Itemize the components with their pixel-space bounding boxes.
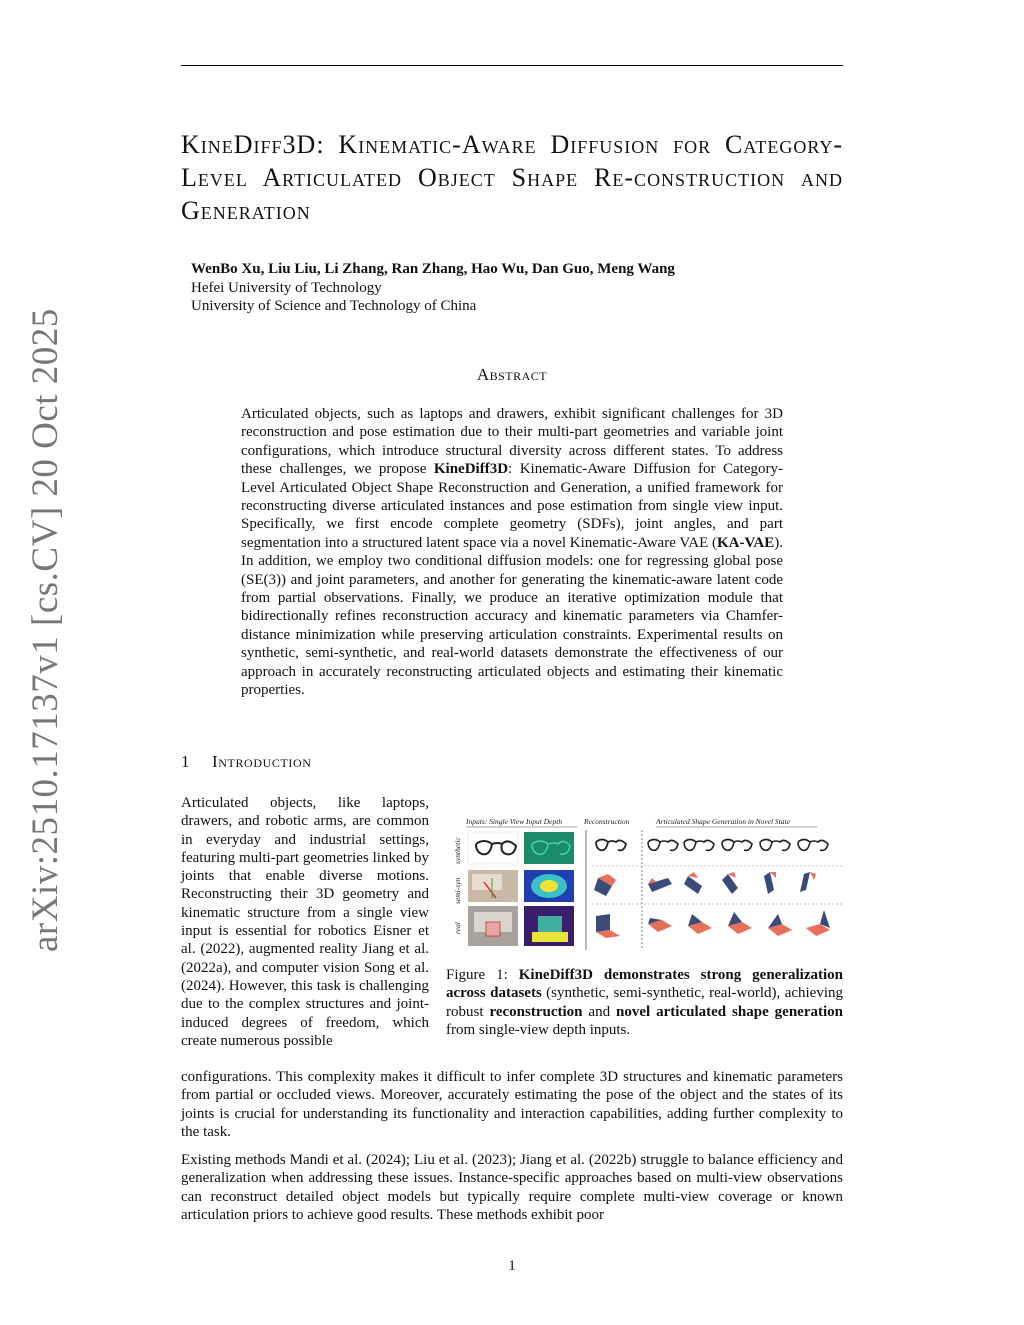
caption-text-1: (synthetic, semi-synthetic, real-world), achieving robust: [446, 985, 843, 1020]
figure-header-generation: Articulated Shape Generation in Novel State: [656, 817, 790, 826]
figure-1-graphic: [452, 812, 846, 952]
figure-1: [452, 812, 846, 952]
caption-bold-1: KineDiff3D demonstrates strong generalization across datasets: [446, 967, 843, 1002]
intro-column-text: Articulated objects, like laptops, drawers, and robotic arms, are common in everyday and industrial settings, featuring multi-part geometries linked by joints that enable diverse motions. Reconstructing their 3D geometry and kinematic structure from a single view input is essential for robotics Eisner et al. (2022), augmented reality Jiang et al. (2022a), and computer vision Song et al. (2024). However, this task is challenging due to the complex structures and joint-induced degrees of freedom, which create numerous possible: [181, 795, 429, 1049]
abstract-text-2: : Kinematic-Aware Diffusion for Category-Level Articulated Object Shape Reconstruction and Generation, a unified framework for reconstructing diverse articulated instances and pose estimation from single view input. Specifically, we first encode complete geometry (SDFs), joint angles, and part segmentation into a structured latent space via a novel Kinematic-Aware VAE (: [241, 461, 783, 551]
intro-paragraph-2: Existing methods Mandi et al. (2024); Liu et al. (2023); Jiang et al. (2022b) struggle to balance efficiency and generalization when addressing these issues. Instance-specific approaches based on multi-view observations can reconstruct detailed object models but typically require complete multi-view coverage or known articulation priors to achieve good results. These methods exhibit poor: [181, 1152, 843, 1223]
section-number: 1: [181, 752, 191, 771]
row-label-semi-syn: semi-syn: [453, 877, 462, 904]
figure-header-reconstruction: Reconstruction: [584, 817, 630, 826]
abstract-heading: Abstract: [476, 365, 548, 384]
row-label-synthetic: synthetic: [453, 837, 462, 864]
affiliation-2: University of Science and Technology of China: [191, 298, 477, 314]
paper-title: KineDiff3D: Kinematic-Aware Diffusion for Category-Level Articulated Object Shape Re-construction and Generation: [181, 130, 843, 225]
abstract-body: [241, 405, 783, 700]
row-label-real: real: [453, 922, 462, 934]
abstract-text-1: Articulated objects, such as laptops and drawers, exhibit significant challenges for 3D reconstruction and pose estimation due to their multi-part geometries and variable joint configurations, which introduce structural diversity across different states. To address these challenges, we propose: [241, 406, 783, 478]
page-number: 1: [508, 1258, 516, 1274]
arxiv-identifier[interactable]: arXiv:2510.17137v1 [cs.CV] 20 Oct 2025: [25, 308, 66, 952]
caption-bold-3: novel articulated shape generation: [616, 1003, 843, 1020]
row-synthetic-images: [468, 832, 828, 864]
figure-1-caption: [446, 966, 843, 1039]
intro-full-width-text: configurations. This complexity makes it difficult to infer complete 3D structures and kinematic parameters from partial or occluded views. Moreover, accurately estimating the pose of the object and the states of its joints is crucial for understanding its functionality and interaction capabilities, adding further complexity to the task.: [181, 1069, 843, 1140]
author-names: WenBo Xu, Liu Liu, Li Zhang, Ran Zhang, Hao Wu, Dan Guo, Meng Wang: [191, 261, 675, 277]
section-heading-introduction: [181, 752, 312, 772]
caption-text-3: from single-view depth inputs.: [446, 1021, 631, 1038]
abstract-bold-method: KineDiff3D: [433, 461, 509, 478]
section-title: Introduction: [212, 752, 312, 771]
caption-bold-2: reconstruction: [489, 1003, 583, 1020]
abstract-bold-kavae: KA-VAE: [717, 534, 775, 551]
caption-text-2: and: [582, 1003, 617, 1020]
header-rule: [181, 65, 843, 66]
abstract-text-3: ). In addition, we employ two conditional diffusion models: one for regressing global pose (SE(3)) and joint parameters, and another for generating the kinematic-aware latent code from partial observations. Finally, we produce an iterative optimization module that bidirectionally refines reconstruction accuracy and kinematic parameters via Chamfer-distance minimization while preserving articulation constraints. Experimental results on synthetic, semi-synthetic, and real-world datasets demonstrate the effectiveness of our approach in accurately reconstructing articulated objects and estimating their kinematic properties.: [241, 534, 783, 699]
caption-label: Figure 1:: [446, 967, 519, 983]
author-block: [191, 260, 675, 316]
row-real-images: [468, 906, 830, 946]
affiliation-1: Hefei University of Technology: [191, 279, 382, 296]
figure-header-inputs: Inputs: Single View Input Depth: [466, 817, 563, 826]
